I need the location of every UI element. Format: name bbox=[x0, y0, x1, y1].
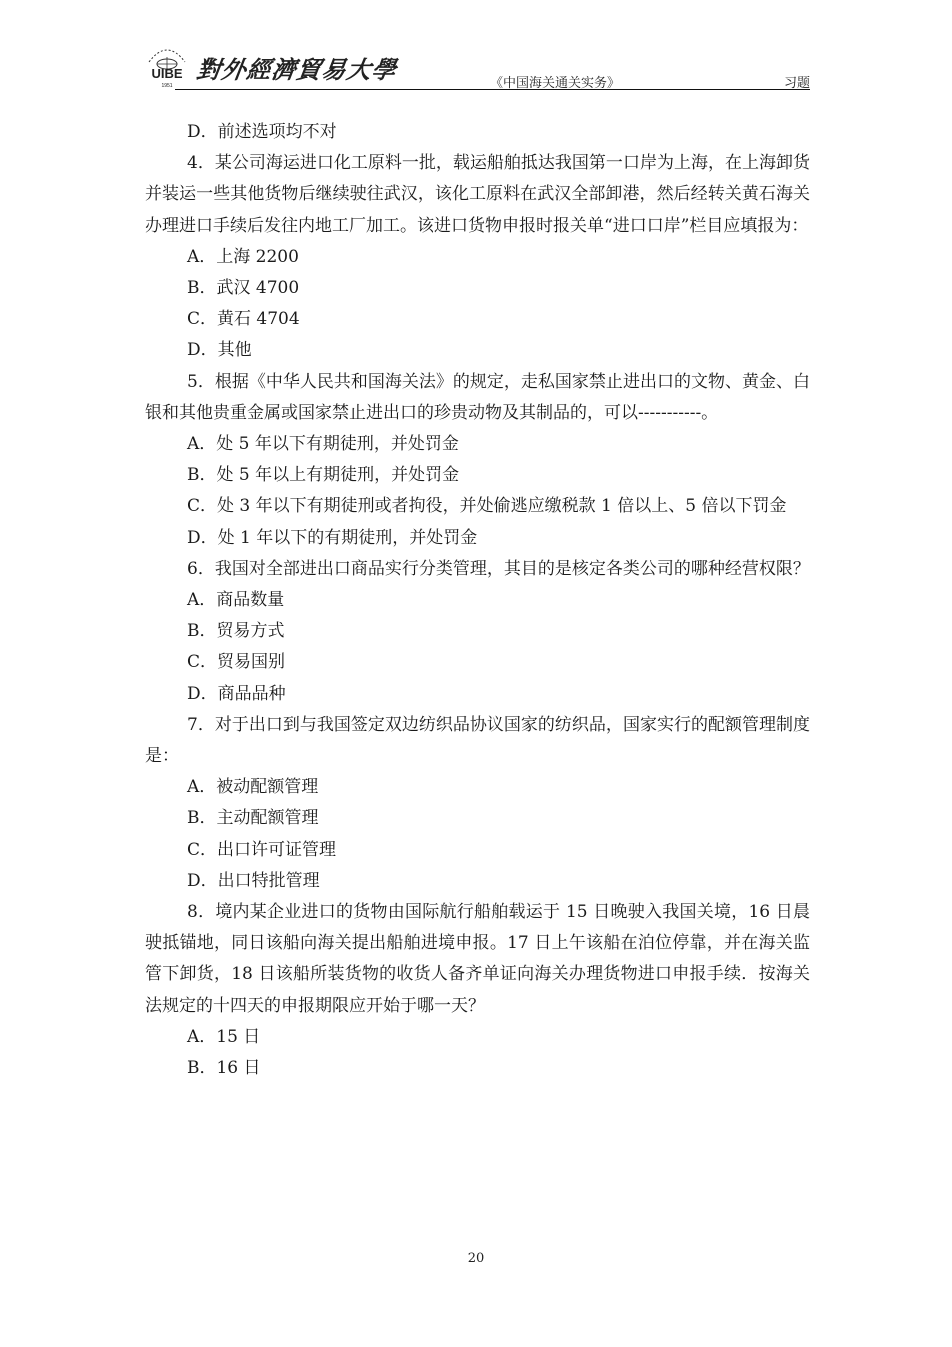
q5-stem: 5．根据《中华人民共和国海关法》的规定，走私国家禁止进出口的文物、黄金、白银和其他贵重金属或国家禁止进出口的珍贵动物及其制品的，可以-----------。 bbox=[145, 371, 810, 423]
q4-option-b: B．武汉 4700 bbox=[187, 278, 300, 299]
header-rule bbox=[175, 89, 810, 90]
q6-stem: 6．我国对全部进出口商品实行分类管理，其目的是核定各类公司的哪种经营权限？ bbox=[187, 558, 810, 579]
q7-option-c: C．出口许可证管理 bbox=[187, 839, 337, 860]
q4-option-d: D．其他 bbox=[187, 340, 252, 361]
logo-text: UIBE bbox=[151, 66, 183, 81]
q4-option-c: C．黄石 4704 bbox=[187, 309, 300, 330]
q4-option-a: A．上海 2200 bbox=[187, 246, 299, 267]
q5-option-b: B．处 5 年以上有期徒刑，并处罚金 bbox=[187, 465, 460, 486]
university-seal-icon bbox=[143, 40, 191, 90]
q5-option-c: C．处 3 年以下有期徒刑或者拘役，并处偷逃应缴税款 1 倍以上、5 倍以下罚金 bbox=[187, 496, 787, 517]
q4-stem: 4．某公司海运进口化工原料一批，载运船舶抵达我国第一口岸为上海，在上海卸货并装运一些其他货物后继续驶往武汉，该化工原料在武汉全部卸港，然后经转关黄石海关办理进口手续后发往内地工厂加工。该进口货物申报时报关单“进口口岸”栏目应填报为： bbox=[145, 153, 810, 236]
university-name: 對外經濟貿易大學 bbox=[194, 55, 399, 84]
q3-option-d: D．前述选项均不对 bbox=[187, 122, 337, 142]
q5-option-a: A．处 5 年以下有期徒刑，并处罚金 bbox=[187, 434, 459, 455]
page-content bbox=[145, 117, 810, 1084]
q8-option-a: A．15 日 bbox=[187, 1026, 261, 1047]
section-name: 习题 bbox=[783, 76, 810, 91]
q6-option-b: B．贸易方式 bbox=[187, 621, 285, 642]
q7-option-b: B．主动配额管理 bbox=[187, 808, 319, 829]
page-header bbox=[0, 0, 952, 100]
q7-option-d: D．出口特批管理 bbox=[187, 870, 320, 891]
q6-option-c: C．贸易国别 bbox=[187, 652, 286, 673]
q8-stem: 8．境内某企业进口的货物由国际航行船舶载运于 15 日晚驶入我国关境，16 日晨驶抵锚地，同日该船向海关提出船舶进境申报。17 日上午该船在泊位停靠，并在海关监管下卸货，18 日该船所装货物的收货人备齐单证向海关办理货物进口申报手续．按海关法规定的十四天的申报期限应开始于哪一天？ bbox=[145, 902, 810, 1016]
university-logo bbox=[143, 40, 191, 90]
q6-option-a: A．商品数量 bbox=[187, 590, 285, 611]
q6-option-d: D．商品品种 bbox=[187, 683, 286, 704]
q8-option-b: B．16 日 bbox=[187, 1058, 261, 1079]
page-number: 20 bbox=[467, 1251, 485, 1266]
q5-option-d: D．处 1 年以下的有期徒刑，并处罚金 bbox=[187, 527, 478, 548]
q7-option-a: A．被动配额管理 bbox=[187, 777, 319, 798]
q7-stem: 7．对于出口到与我国签定双边纺织品协议国家的纺织品，国家实行的配额管理制度是： bbox=[145, 714, 810, 767]
document-title: 《中国海关通关实务》 bbox=[490, 76, 621, 91]
logo-year: 1951 bbox=[161, 83, 173, 89]
